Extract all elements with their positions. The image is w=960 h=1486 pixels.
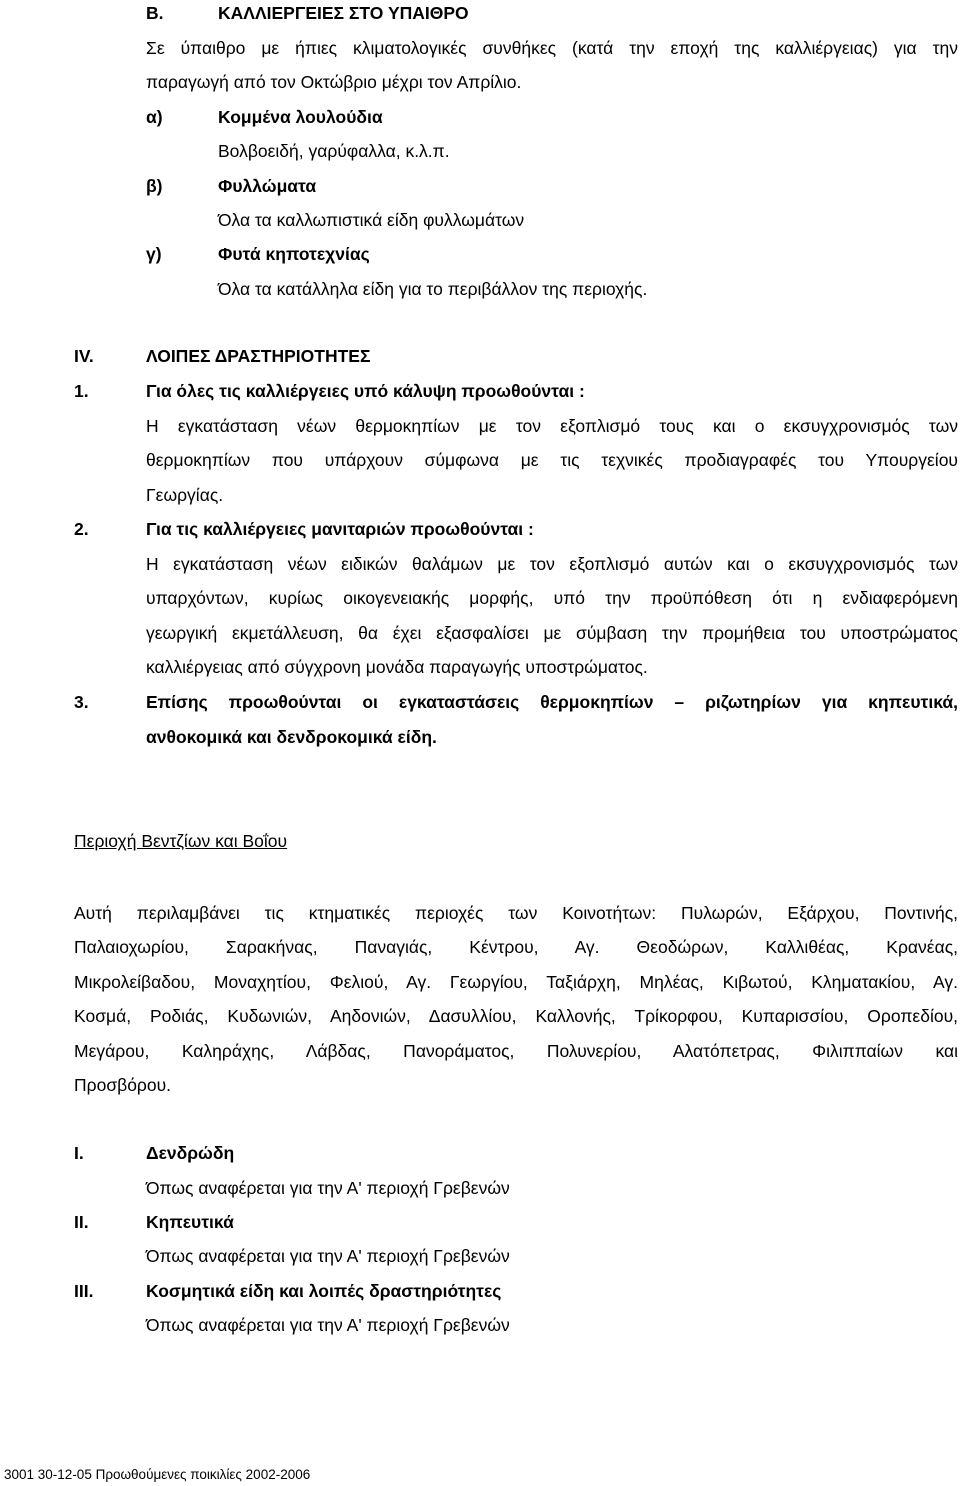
section-iv-heading: ΛΟΙΠΕΣ ΔΡΑΣΤΗΡΙΟΤΗΤΕΣ	[146, 346, 371, 366]
section-b-intro-line2: παραγωγή από τον Οκτώβριο μέχρι τον Απρίλιο.	[146, 72, 522, 92]
region-line: Αυτή περιλαμβάνει τις κτηματικές περιοχές των Κοινοτήτων: Πυλωρών, Εξάρχου, Ποντινής,	[74, 903, 958, 923]
category-title: Κοσμητικά είδη και λοιπές δραστηριότητες	[146, 1281, 502, 1301]
section-b-item-marker: β)	[146, 176, 163, 196]
section-b-item-desc: Όλα τα καλλωπιστικά είδη φυλλωμάτων	[218, 210, 525, 230]
category-marker: II.	[74, 1212, 89, 1232]
section-iv-item-line: Η εγκατάσταση νέων ειδικών θαλάμων με τον εξοπλισμό αυτών και ο εκσυγχρονισμός των	[146, 554, 958, 574]
section-iv-marker: IV.	[74, 346, 94, 366]
section-iv-item-title: Για τις καλλιέργειες μανιταριών προωθούνται :	[146, 519, 534, 539]
section-b-item-desc: Όλα τα κατάλληλα είδη για το περιβάλλον της περιοχής.	[218, 279, 648, 299]
section-b-heading: ΚΑΛΛΙΕΡΓΕΙΕΣ ΣΤΟ ΥΠΑΙΘΡΟ	[218, 3, 469, 23]
region-line: Μικρολείβαδου, Μοναχητίου, Φελιού, Αγ. Γεωργίου, Ταξιάρχη, Μηλέας, Κιβωτού, Κληματακίου, Αγ.	[74, 972, 958, 992]
section-iv-item-title: Για όλες τις καλλιέργειες υπό κάλυψη προωθούνται :	[146, 381, 585, 401]
section-iv-item-line: θερμοκηπίων που υπάρχουν σύμφωνα με τις τεχνικές προδιαγραφές του Υπουργείου	[146, 450, 958, 470]
section-iv-item-line: υπαρχόντων, κυρίως οικογενειακής μορφής, υπό την προϋπόθεση ότι η ενδιαφερόμενη	[146, 588, 958, 608]
category-desc: Όπως αναφέρεται για την Α' περιοχή Γρεβενών	[146, 1246, 510, 1266]
region-line: Προσβόρου.	[74, 1075, 172, 1095]
category-marker: I.	[74, 1143, 84, 1163]
region-line: Μεγάρου, Καληράχης, Λάβδας, Πανοράματος, Πολυνερίου, Αλατόπετρας, Φιλιππαίων και	[74, 1041, 958, 1061]
category-marker: III.	[74, 1281, 94, 1301]
category-title: Κηπευτικά	[146, 1212, 234, 1232]
section-iv-item-line: Γεωργίας.	[146, 485, 224, 505]
section-iv-item-line: Επίσης προωθούνται οι εγκαταστάσεις θερμοκηπίων – ριζωτηρίων για κηπευτικά,	[146, 692, 958, 712]
section-iv-item-line: Η εγκατάσταση νέων θερμοκηπίων με τον εξοπλισμό τους και ο εκσυγχρονισμός των	[146, 416, 958, 436]
section-b-item-desc: Βολβοειδή, γαρύφαλλα, κ.λ.π.	[218, 141, 450, 161]
region-line: Παλαιοχωρίου, Σαρακήνας, Παναγιάς, Κέντρου, Αγ. Θεοδώρων, Καλλιθέας, Κρανέας,	[74, 937, 958, 957]
category-desc: Όπως αναφέρεται για την Α' περιοχή Γρεβενών	[146, 1315, 510, 1335]
category-desc: Όπως αναφέρεται για την Α' περιοχή Γρεβενών	[146, 1178, 510, 1198]
category-title: Δενδρώδη	[146, 1143, 235, 1163]
section-b-intro-line1: Σε ύπαιθρο με ήπιες κλιματολογικές συνθήκες (κατά την εποχή της καλλιέργειας) για την	[146, 38, 958, 58]
section-iv-item-marker: 3.	[74, 692, 89, 712]
section-b-item-marker: α)	[146, 107, 163, 127]
section-b-item-marker: γ)	[146, 244, 162, 264]
section-b-marker: Β.	[146, 3, 164, 23]
section-iv-item-line: καλλιέργειας από σύγχρονη μονάδα παραγωγής υποστρώματος.	[146, 657, 648, 677]
section-b-item-title: Φυτά κηποτεχνίας	[218, 244, 370, 264]
section-iv-item-marker: 2.	[74, 519, 89, 539]
page-footer: 3001 30-12-05 Προωθούμενες ποικιλίες 2002-2006	[4, 1467, 311, 1482]
section-iv-item-marker: 1.	[74, 381, 89, 401]
region-line: Κοσμά, Ροδιάς, Κυδωνιών, Αηδονιών, Δασυλλίου, Καλλονής, Τρίκορφου, Κυπαρισσίου, Οροπεδίου,	[74, 1006, 958, 1026]
section-iv-item-line: γεωργική εκμετάλλευση, θα έχει εξασφαλίσει με σύμβαση την προμήθεια του υποστρώματος	[146, 623, 958, 643]
section-b-item-title: Κομμένα λουλούδια	[218, 107, 383, 127]
section-iv-item-line: ανθοκομικά και δενδροκομικά είδη.	[146, 727, 437, 747]
region-title: Περιοχή Βεντζίων και Βοΐου	[74, 831, 288, 851]
section-b-item-title: Φυλλώματα	[218, 176, 317, 196]
